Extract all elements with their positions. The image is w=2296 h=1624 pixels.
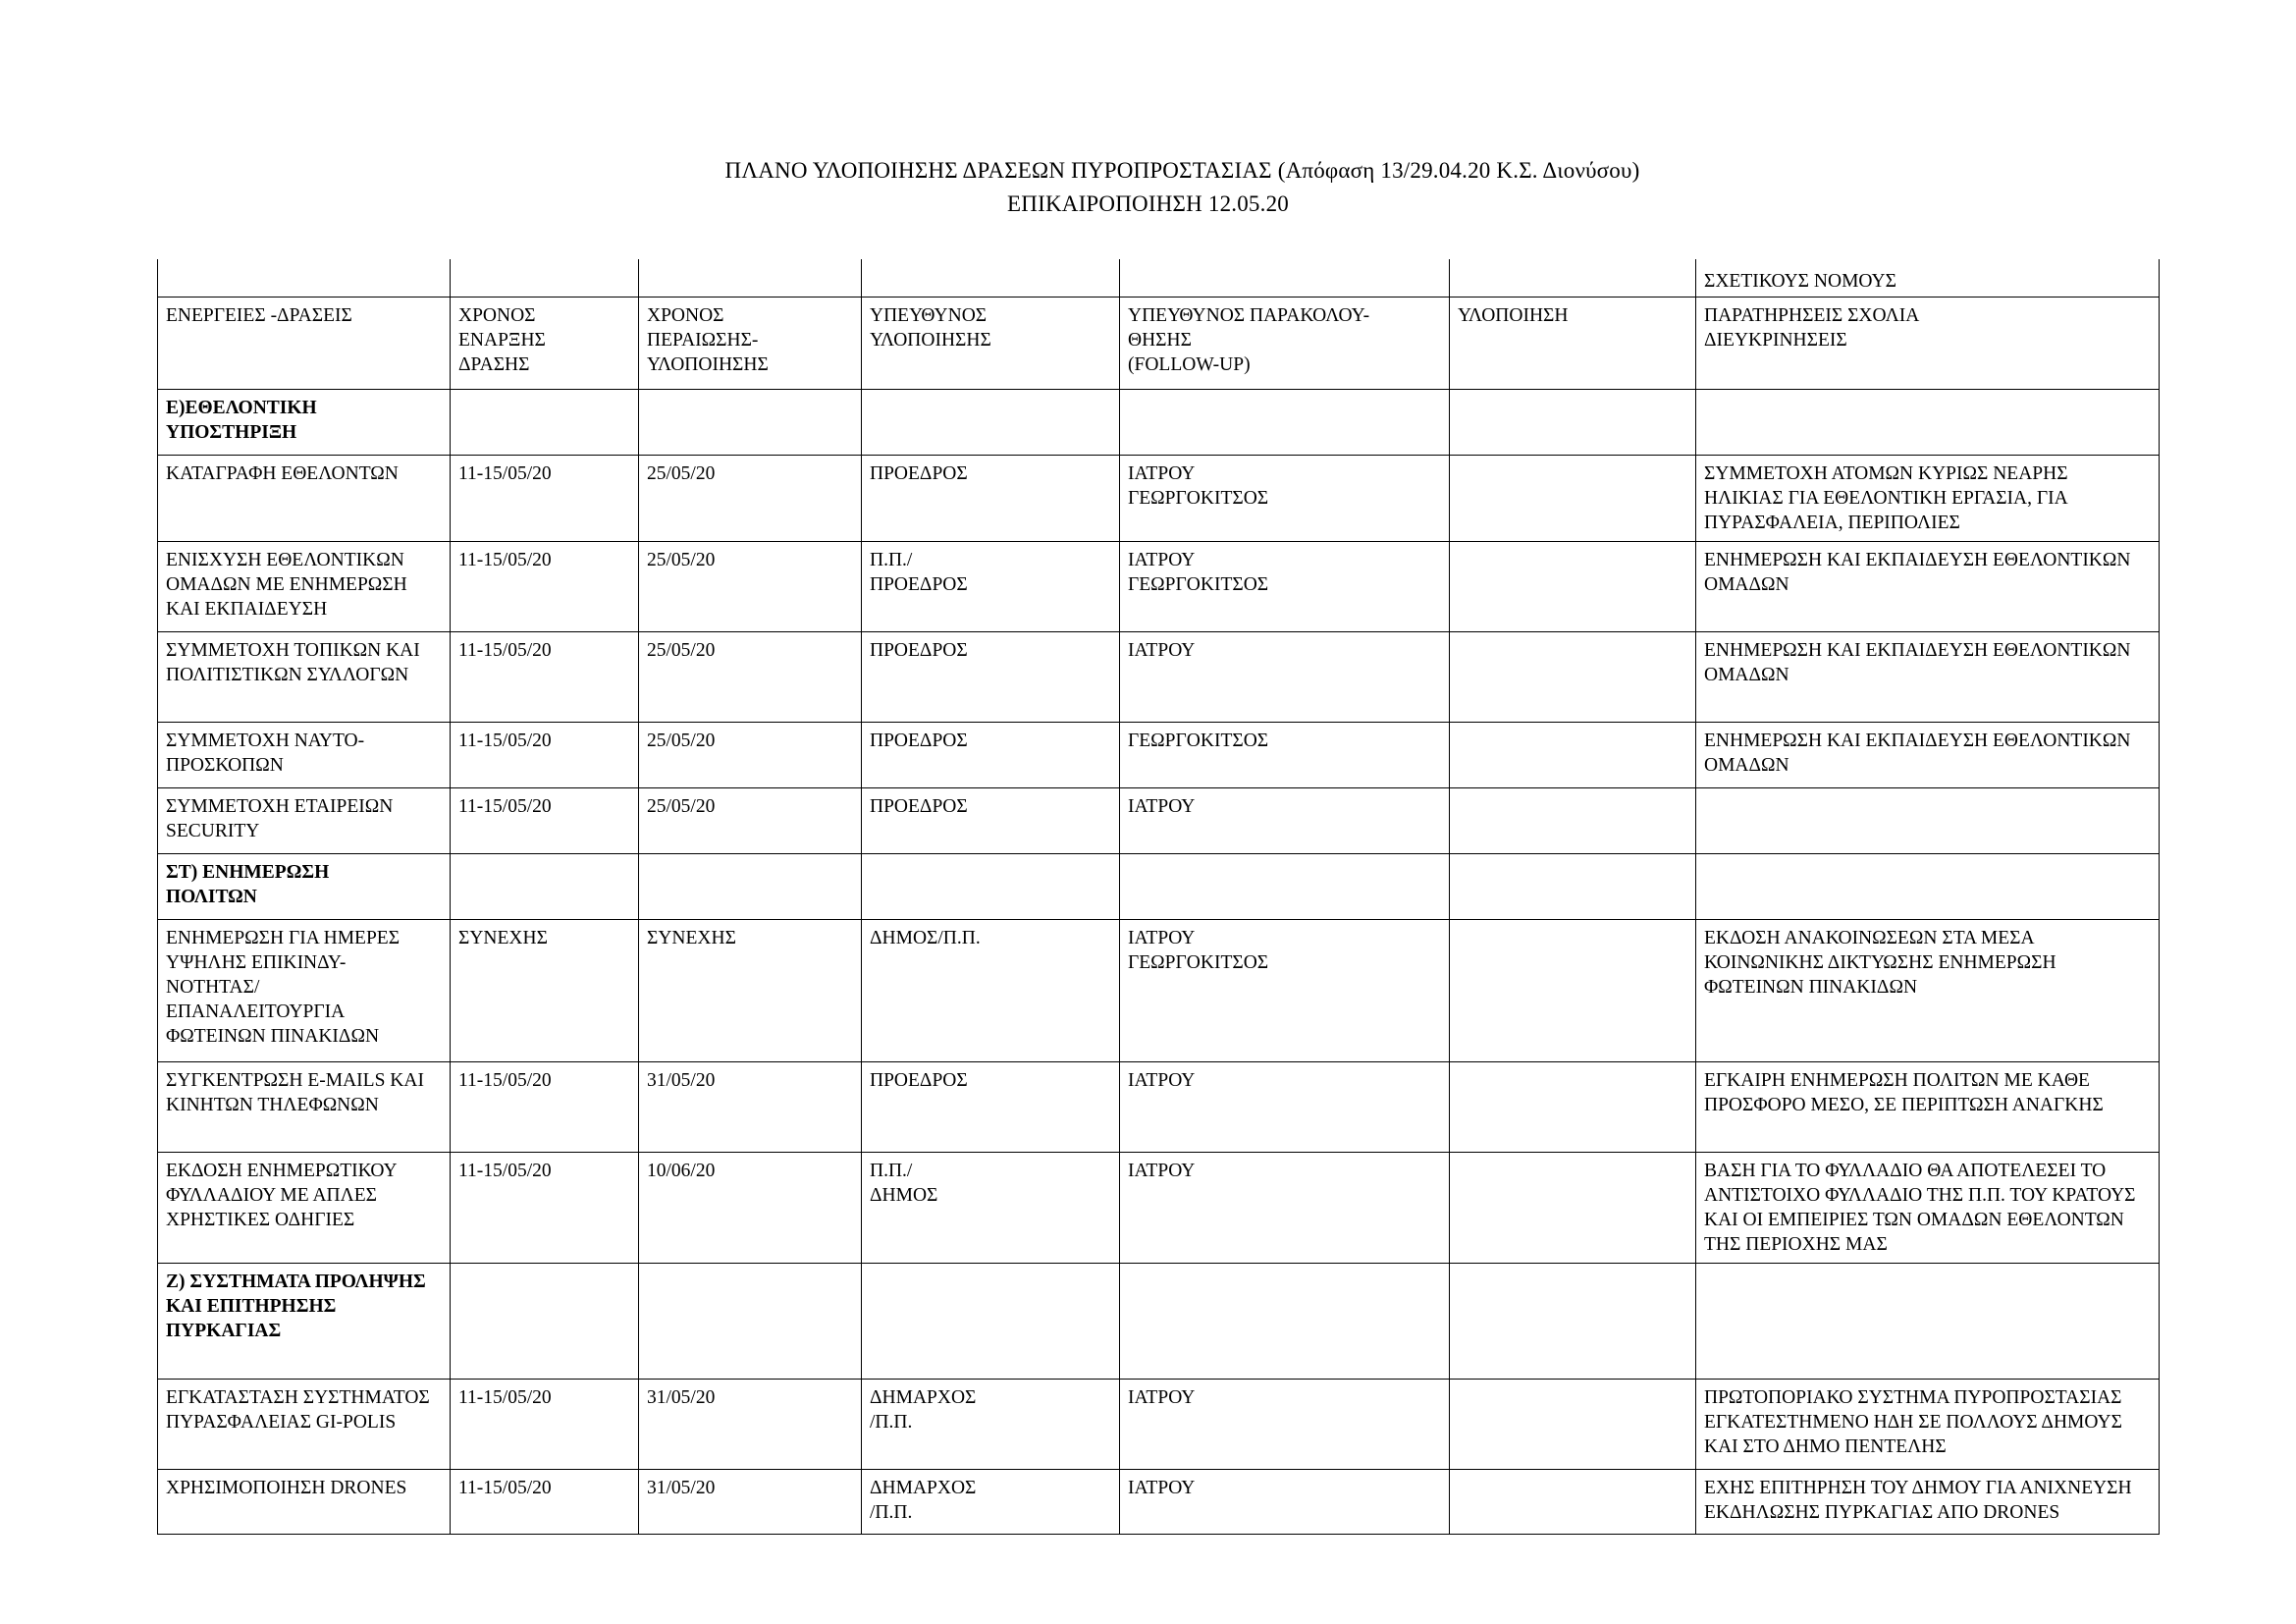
header-cell-end bbox=[639, 297, 862, 389]
start-date-cell-text: 11-15/05/20 bbox=[458, 1477, 552, 1498]
responsible-cell-text: ΠΡΟΕΔΡΟΣ bbox=[870, 730, 968, 751]
followup-cell-text: ΙΑΤΡΟΥ ΓΕΩΡΓΟΚΙΤΣΟΣ bbox=[1128, 462, 1269, 509]
action-cell bbox=[158, 1061, 451, 1152]
action-cell-text: ΣΥΜΜΕΤΟΧΗ ΕΤΑΙΡΕΙΩΝ SECURITY bbox=[166, 795, 394, 841]
table-row bbox=[158, 631, 2160, 722]
section-empty-cell bbox=[1696, 1263, 2160, 1379]
start-date-cell-text: 11-15/05/20 bbox=[458, 795, 552, 817]
section-empty-cell bbox=[451, 1263, 639, 1379]
table-row bbox=[158, 787, 2160, 853]
start-date-cell bbox=[451, 1379, 639, 1469]
header-cell-notes bbox=[1696, 297, 2160, 389]
header-cell-start bbox=[451, 297, 639, 389]
table-row bbox=[158, 541, 2160, 631]
header-cell-status bbox=[1450, 297, 1696, 389]
start-date-cell-text: 11-15/05/20 bbox=[458, 549, 552, 570]
notes-cell-text: ΒΑΣΗ ΓΙΑ ΤΟ ΦΥΛΛΑΔΙΟ ΘΑ ΑΠΟΤΕΛΕΣΕΙ ΤΟ ΑΝΤΙΣΤΟΙΧΟ ΦΥΛΛΑΔΙΟ ΤΗΣ Π.Π. ΤΟΥ ΚΡΑΤΟΥΣ ΚΑΙ ΟΙ ΕΜΠΕΙΡΙΕΣ ΤΩΝ ΟΜΑΔΩΝ ΕΘΕΛΟΝΤΩΝ ΤΗΣ ΠΕΡΙΟΧΗΣ ΜΑΣ bbox=[1704, 1160, 2136, 1255]
carryover-cell bbox=[451, 259, 639, 297]
notes-cell bbox=[1696, 919, 2160, 1061]
status-cell bbox=[1450, 541, 1696, 631]
section-row bbox=[158, 853, 2160, 919]
start-date-cell bbox=[451, 1469, 639, 1534]
end-date-cell bbox=[639, 787, 862, 853]
end-date-cell-text: 25/05/20 bbox=[647, 462, 716, 484]
section-empty-cell bbox=[639, 853, 862, 919]
table-row bbox=[158, 455, 2160, 541]
start-date-cell-text: ΣΥΝΕΧΗΣ bbox=[458, 927, 548, 948]
carryover-cell bbox=[1120, 259, 1450, 297]
followup-cell-text: ΙΑΤΡΟΥ bbox=[1128, 639, 1196, 661]
end-date-cell-text: 25/05/20 bbox=[647, 639, 716, 661]
header-label: ΕΝΕΡΓΕΙΕΣ -ΔΡΑΣΕΙΣ bbox=[166, 304, 352, 326]
end-date-cell bbox=[639, 722, 862, 787]
action-cell bbox=[158, 1469, 451, 1534]
action-cell-text: ΕΝΗΜΕΡΩΣΗ ΓΙΑ ΗΜΕΡΕΣ ΥΨΗΛΗΣ ΕΠΙΚΙΝΔΥ- ΝΟΤΗΤΑΣ/ ΕΠΑΝΑΛΕΙΤΟΥΡΓΙΑ ΦΩΤΕΙΝΩΝ ΠΙΝΑΚΙΔΩΝ bbox=[166, 927, 400, 1047]
followup-cell bbox=[1120, 919, 1450, 1061]
followup-cell-text: ΙΑΤΡΟΥ bbox=[1128, 795, 1196, 817]
responsible-cell bbox=[862, 1469, 1120, 1534]
header-cell-actions bbox=[158, 297, 451, 389]
notes-cell bbox=[1696, 1061, 2160, 1152]
section-empty-cell bbox=[1696, 853, 2160, 919]
end-date-cell bbox=[639, 455, 862, 541]
followup-cell bbox=[1120, 722, 1450, 787]
section-heading bbox=[158, 389, 451, 455]
section-empty-cell bbox=[1450, 1263, 1696, 1379]
status-cell bbox=[1450, 455, 1696, 541]
notes-cell-text: ΕΓΚΑΙΡΗ ΕΝΗΜΕΡΩΣΗ ΠΟΛΙΤΩΝ ΜΕ ΚΑΘΕ ΠΡΟΣΦΟΡΟ ΜΕΣΟ, ΣΕ ΠΕΡΙΠΤΩΣΗ ΑΝΑΓΚΗΣ bbox=[1704, 1069, 2104, 1115]
action-cell bbox=[158, 1152, 451, 1263]
section-empty-cell bbox=[639, 389, 862, 455]
table-row bbox=[158, 1061, 2160, 1152]
responsible-cell-text: Π.Π./ ΔΗΜΟΣ bbox=[870, 1160, 938, 1206]
responsible-cell bbox=[862, 1379, 1120, 1469]
followup-cell-text: ΙΑΤΡΟΥ bbox=[1128, 1160, 1196, 1181]
start-date-cell bbox=[451, 722, 639, 787]
section-heading bbox=[158, 853, 451, 919]
followup-cell bbox=[1120, 1061, 1450, 1152]
status-cell bbox=[1450, 1061, 1696, 1152]
document-subtitle: ΕΠΙΚΑΙΡΟΠΟΙΗΣΗ 12.05.20 bbox=[1007, 191, 1289, 216]
header-cell-followup bbox=[1120, 297, 1450, 389]
action-cell-text: ΕΚΔΟΣΗ ΕΝΗΜΕΡΩΤΙΚΟΥ ΦΥΛΛΑΔΙΟΥ ΜΕ ΑΠΛΕΣ ΧΡΗΣΤΙΚΕΣ ΟΔΗΓΙΕΣ bbox=[166, 1160, 397, 1230]
start-date-cell bbox=[451, 1152, 639, 1263]
section-empty-cell bbox=[1450, 389, 1696, 455]
header-label: ΧΡΟΝΟΣ ΠΕΡΑΙΩΣΗΣ- ΥΛΟΠΟΙΗΣΗΣ bbox=[647, 304, 769, 375]
notes-cell bbox=[1696, 455, 2160, 541]
section-empty-cell bbox=[862, 389, 1120, 455]
action-cell bbox=[158, 919, 451, 1061]
status-cell bbox=[1450, 1152, 1696, 1263]
notes-cell bbox=[1696, 541, 2160, 631]
section-empty-cell bbox=[1120, 389, 1450, 455]
followup-cell bbox=[1120, 455, 1450, 541]
followup-cell bbox=[1120, 1379, 1450, 1469]
responsible-cell-text: ΔΗΜΟΣ/Π.Π. bbox=[870, 927, 981, 948]
notes-cell-text: ΕΝΗΜΕΡΩΣΗ ΚΑΙ ΕΚΠΑΙΔΕΥΣΗ ΕΘΕΛΟΝΤΙΚΩΝ ΟΜΑΔΩΝ bbox=[1704, 549, 2131, 595]
start-date-cell-text: 11-15/05/20 bbox=[458, 1160, 552, 1181]
carryover-cell bbox=[158, 259, 451, 297]
status-cell bbox=[1450, 919, 1696, 1061]
header-row bbox=[158, 297, 2160, 389]
status-cell bbox=[1450, 722, 1696, 787]
section-row bbox=[158, 1263, 2160, 1379]
end-date-cell bbox=[639, 1061, 862, 1152]
start-date-cell-text: 11-15/05/20 bbox=[458, 1386, 552, 1408]
table-row bbox=[158, 722, 2160, 787]
end-date-cell bbox=[639, 631, 862, 722]
followup-cell-text: ΙΑΤΡΟΥ bbox=[1128, 1069, 1196, 1091]
action-plan-table bbox=[157, 259, 2160, 1535]
section-empty-cell bbox=[862, 1263, 1120, 1379]
responsible-cell-text: ΠΡΟΕΔΡΟΣ bbox=[870, 1069, 968, 1091]
header-label: ΥΛΟΠΟΙΗΣΗ bbox=[1458, 304, 1569, 326]
action-cell-text: ΕΓΚΑΤΑΣΤΑΣΗ ΣΥΣΤΗΜΑΤΟΣ ΠΥΡΑΣΦΑΛΕΙΑΣ GI-POLIS bbox=[166, 1386, 430, 1433]
start-date-cell-text: 11-15/05/20 bbox=[458, 639, 552, 661]
header-label: ΥΠΕΥΘΥΝΟΣ ΠΑΡΑΚΟΛΟΥ- ΘΗΣΗΣ (FOLLOW-UP) bbox=[1128, 304, 1370, 375]
action-cell bbox=[158, 455, 451, 541]
document-title: ΠΛΑΝΟ ΥΛΟΠΟΙΗΣΗΣ ΔΡΑΣΕΩΝ ΠΥΡΟΠΡΟΣΤΑΣΙΑΣ (Απόφαση 13/29.04.20 Κ.Σ. Διονύσου) bbox=[724, 158, 1640, 183]
section-empty-cell bbox=[862, 853, 1120, 919]
carryover-cell bbox=[639, 259, 862, 297]
section-empty-cell bbox=[451, 389, 639, 455]
start-date-cell-text: 11-15/05/20 bbox=[458, 730, 552, 751]
section-empty-cell bbox=[451, 853, 639, 919]
responsible-cell bbox=[862, 722, 1120, 787]
responsible-cell bbox=[862, 455, 1120, 541]
end-date-cell-text: 31/05/20 bbox=[647, 1069, 716, 1091]
start-date-cell bbox=[451, 787, 639, 853]
responsible-cell bbox=[862, 919, 1120, 1061]
end-date-cell-text: 25/05/20 bbox=[647, 730, 716, 751]
start-date-cell-text: 11-15/05/20 bbox=[458, 1069, 552, 1091]
section-empty-cell bbox=[1120, 853, 1450, 919]
notes-cell bbox=[1696, 631, 2160, 722]
section-heading-text: Ζ) ΣΥΣΤΗΜΑΤΑ ΠΡΟΛΗΨΗΣ ΚΑΙ ΕΠΙΤΗΡΗΣΗΣ ΠΥΡΚΑΓΙΑΣ bbox=[166, 1271, 426, 1341]
action-cell-text: ΧΡΗΣΙΜΟΠΟΙΗΣΗ DRONES bbox=[166, 1477, 407, 1498]
notes-cell-text: ΣΥΜΜΕΤΟΧΗ ΑΤΟΜΩΝ ΚΥΡΙΩΣ ΝΕΑΡΗΣ ΗΛΙΚΙΑΣ ΓΙΑ ΕΘΕΛΟΝΤΙΚΗ ΕΡΓΑΣΙΑ, ΓΙΑ ΠΥΡΑΣΦΑΛΕΙΑ, ΠΕΡΙΠΟΛΙΕΣ bbox=[1704, 462, 2068, 533]
status-cell bbox=[1450, 631, 1696, 722]
section-empty-cell bbox=[1120, 1263, 1450, 1379]
responsible-cell-text: ΔΗΜΑΡΧΟΣ /Π.Π. bbox=[870, 1477, 977, 1523]
notes-cell bbox=[1696, 787, 2160, 853]
followup-cell-text: ΙΑΤΡΟΥ bbox=[1128, 1477, 1196, 1498]
action-cell-text: ΣΥΜΜΕΤΟΧΗ ΤΟΠΙΚΩΝ ΚΑΙ ΠΟΛΙΤΙΣΤΙΚΩΝ ΣΥΛΛΟΓΩΝ bbox=[166, 639, 420, 685]
followup-cell-text: ΙΑΤΡΟΥ bbox=[1128, 1386, 1196, 1408]
start-date-cell bbox=[451, 919, 639, 1061]
status-cell bbox=[1450, 1379, 1696, 1469]
end-date-cell-text: 25/05/20 bbox=[647, 795, 716, 817]
responsible-cell-text: ΠΡΟΕΔΡΟΣ bbox=[870, 462, 968, 484]
followup-cell-text: ΓΕΩΡΓΟΚΙΤΣΟΣ bbox=[1128, 730, 1269, 751]
notes-cell-text: ΕΝΗΜΕΡΩΣΗ ΚΑΙ ΕΚΠΑΙΔΕΥΣΗ ΕΘΕΛΟΝΤΙΚΩΝ ΟΜΑΔΩΝ bbox=[1704, 639, 2131, 685]
followup-cell bbox=[1120, 541, 1450, 631]
notes-cell-text: ΕΝΗΜΕΡΩΣΗ ΚΑΙ ΕΚΠΑΙΔΕΥΣΗ ΕΘΕΛΟΝΤΙΚΩΝ ΟΜΑΔΩΝ bbox=[1704, 730, 2131, 776]
table-body bbox=[158, 259, 2160, 1534]
responsible-cell bbox=[862, 541, 1120, 631]
carryover-note: ΣΧΕΤΙΚΟΥΣ ΝΟΜΟΥΣ bbox=[1696, 259, 2160, 297]
responsible-cell-text: ΔΗΜΑΡΧΟΣ /Π.Π. bbox=[870, 1386, 977, 1433]
end-date-cell bbox=[639, 1469, 862, 1534]
responsible-cell bbox=[862, 1152, 1120, 1263]
responsible-cell bbox=[862, 631, 1120, 722]
action-cell bbox=[158, 631, 451, 722]
action-cell bbox=[158, 787, 451, 853]
action-cell-text: ΣΥΓΚΕΝΤΡΩΣΗ E-MAILS ΚΑΙ ΚΙΝΗΤΩΝ ΤΗΛΕΦΩΝΩΝ bbox=[166, 1069, 424, 1115]
followup-cell-text: ΙΑΤΡΟΥ ΓΕΩΡΓΟΚΙΤΣΟΣ bbox=[1128, 549, 1269, 595]
end-date-cell-text: 25/05/20 bbox=[647, 549, 716, 570]
start-date-cell bbox=[451, 1061, 639, 1152]
table-row bbox=[158, 1152, 2160, 1263]
action-cell-text: ΕΝΙΣΧΥΣΗ ΕΘΕΛΟΝΤΙΚΩΝ ΟΜΑΔΩΝ ΜΕ ΕΝΗΜΕΡΩΣΗ ΚΑΙ ΕΚΠΑΙΔΕΥΣΗ bbox=[166, 549, 407, 620]
end-date-cell-text: 31/05/20 bbox=[647, 1477, 716, 1498]
section-heading bbox=[158, 1263, 451, 1379]
section-empty-cell bbox=[1696, 389, 2160, 455]
start-date-cell bbox=[451, 631, 639, 722]
followup-cell bbox=[1120, 1152, 1450, 1263]
notes-cell-text: ΕΚΔΟΣΗ ΑΝΑΚΟΙΝΩΣΕΩΝ ΣΤΑ ΜΕΣΑ ΚΟΙΝΩΝΙΚΗΣ ΔΙΚΤΥΩΣΗΣ ΕΝΗΜΕΡΩΣΗ ΦΩΤΕΙΝΩΝ ΠΙΝΑΚΙΔΩΝ bbox=[1704, 927, 2056, 998]
status-cell bbox=[1450, 1469, 1696, 1534]
responsible-cell-text: ΠΡΟΕΔΡΟΣ bbox=[870, 639, 968, 661]
action-cell-text: ΚΑΤΑΓΡΑΦΗ ΕΘΕΛΟΝΤΩΝ bbox=[166, 462, 399, 484]
notes-cell-text: ΕΧΗΣ ΕΠΙΤΗΡΗΣΗ ΤΟΥ ΔΗΜΟΥ ΓΙΑ ΑΝΙΧΝΕΥΣΗ ΕΚΔΗΛΩΣΗΣ ΠΥΡΚΑΓΙΑΣ ΑΠΟ DRONES bbox=[1704, 1477, 2132, 1523]
end-date-cell-text: 31/05/20 bbox=[647, 1386, 716, 1408]
header-label: ΠΑΡΑΤΗΡΗΣΕΙΣ ΣΧΟΛΙΑ ΔΙΕΥΚΡΙΝΗΣΕΙΣ bbox=[1704, 304, 1920, 351]
carryover-cell bbox=[862, 259, 1120, 297]
end-date-cell bbox=[639, 919, 862, 1061]
action-cell bbox=[158, 541, 451, 631]
end-date-cell bbox=[639, 1152, 862, 1263]
header-cell-responsible bbox=[862, 297, 1120, 389]
start-date-cell bbox=[451, 541, 639, 631]
header-label: ΥΠΕΥΘΥΝΟΣ ΥΛΟΠΟΙΗΣΗΣ bbox=[870, 304, 991, 351]
followup-cell bbox=[1120, 787, 1450, 853]
notes-cell-text: ΠΡΩΤΟΠΟΡΙΑΚΟ ΣΥΣΤΗΜΑ ΠΥΡΟΠΡΟΣΤΑΣΙΑΣ ΕΓΚΑΤΕΣΤΗΜΕΝΟ ΗΔΗ ΣΕ ΠΟΛΛΟΥΣ ΔΗΜΟΥΣ ΚΑΙ ΣΤΟ ΔΗΜΟ ΠΕΝΤΕΛΗΣ bbox=[1704, 1386, 2122, 1457]
notes-cell bbox=[1696, 1152, 2160, 1263]
section-empty-cell bbox=[639, 1263, 862, 1379]
notes-cell bbox=[1696, 1469, 2160, 1534]
carryover-row bbox=[158, 259, 2160, 297]
notes-cell bbox=[1696, 1379, 2160, 1469]
end-date-cell-text: 10/06/20 bbox=[647, 1160, 716, 1181]
responsible-cell bbox=[862, 1061, 1120, 1152]
end-date-cell bbox=[639, 1379, 862, 1469]
start-date-cell-text: 11-15/05/20 bbox=[458, 462, 552, 484]
table-row bbox=[158, 919, 2160, 1061]
responsible-cell-text: ΠΡΟΕΔΡΟΣ bbox=[870, 795, 968, 817]
section-heading-text: ΣΤ) ΕΝΗΜΕΡΩΣΗ ΠΟΛΙΤΩΝ bbox=[166, 861, 330, 907]
action-cell-text: ΣΥΜΜΕΤΟΧΗ ΝΑΥΤΟ- ΠΡΟΣΚΟΠΩΝ bbox=[166, 730, 365, 776]
section-heading-text: Ε)ΕΘΕΛΟΝΤΙΚΗ ΥΠΟΣΤΗΡΙΞΗ bbox=[166, 397, 317, 443]
status-cell bbox=[1450, 787, 1696, 853]
table-row bbox=[158, 1469, 2160, 1534]
followup-cell bbox=[1120, 631, 1450, 722]
end-date-cell-text: ΣΥΝΕΧΗΣ bbox=[647, 927, 736, 948]
section-empty-cell bbox=[1450, 853, 1696, 919]
followup-cell bbox=[1120, 1469, 1450, 1534]
notes-cell bbox=[1696, 722, 2160, 787]
table-row bbox=[158, 1379, 2160, 1469]
header-label: ΧΡΟΝΟΣ ΕΝΑΡΞΗΣ ΔΡΑΣΗΣ bbox=[458, 304, 546, 375]
responsible-cell-text: Π.Π./ ΠΡΟΕΔΡΟΣ bbox=[870, 549, 968, 595]
followup-cell-text: ΙΑΤΡΟΥ ΓΕΩΡΓΟΚΙΤΣΟΣ bbox=[1128, 927, 1269, 973]
section-row bbox=[158, 389, 2160, 455]
responsible-cell bbox=[862, 787, 1120, 853]
action-cell bbox=[158, 722, 451, 787]
end-date-cell bbox=[639, 541, 862, 631]
start-date-cell bbox=[451, 455, 639, 541]
action-cell bbox=[158, 1379, 451, 1469]
carryover-cell bbox=[1450, 259, 1696, 297]
